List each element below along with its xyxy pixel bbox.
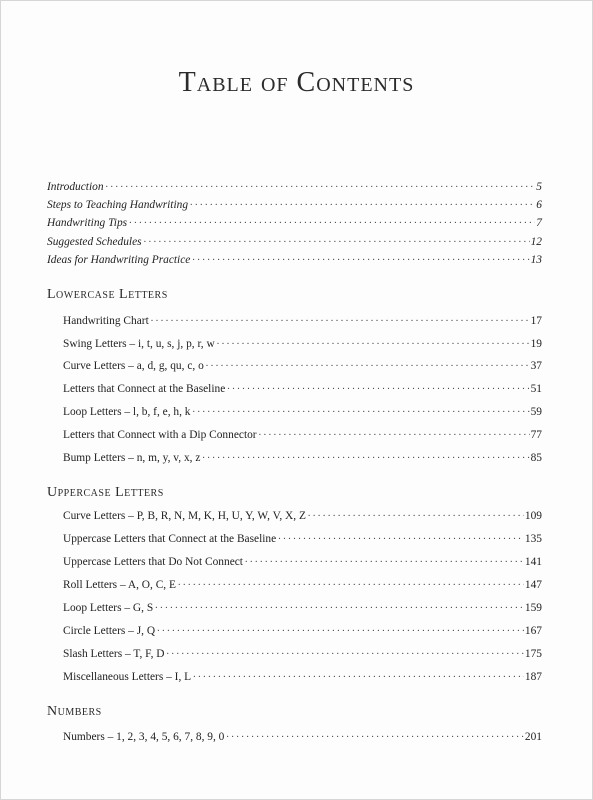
- toc-entry-page: 159: [524, 602, 542, 614]
- toc-entry-page: 13: [530, 254, 542, 266]
- toc-entry: [63, 645, 542, 661]
- toc-entry-page: 147: [524, 579, 542, 591]
- toc-entry-label: Introduction: [47, 181, 104, 193]
- dot-leader: [155, 599, 524, 613]
- toc-entry: [63, 403, 542, 419]
- toc-entry-label: Numbers – 1, 2, 3, 4, 5, 6, 7, 8, 9, 0: [63, 731, 225, 743]
- toc-entry-introduction: [47, 178, 542, 194]
- toc-entry-page: 85: [530, 452, 542, 464]
- toc-entry-label: Curve Letters – a, d, g, qu, c, o: [63, 360, 204, 372]
- dot-leader: [278, 530, 524, 544]
- toc-entry: [63, 530, 542, 546]
- toc-entry-page: 12: [530, 236, 542, 248]
- toc-entry-label: Steps to Teaching Handwriting: [47, 199, 189, 211]
- toc-entry: [63, 599, 542, 615]
- toc-entry-page: 175: [524, 648, 542, 660]
- toc-entry-page: 135: [524, 533, 542, 545]
- toc-entry: [63, 507, 542, 523]
- dot-leader: [151, 312, 530, 326]
- dot-leader: [157, 622, 524, 636]
- dot-leader: [226, 728, 524, 742]
- toc-entry-page: 187: [524, 671, 542, 683]
- dot-leader: [206, 357, 530, 371]
- toc-entry-label: Letters that Connect at the Baseline: [63, 383, 226, 395]
- dot-leader: [259, 426, 530, 440]
- toc-entry-page: 7: [536, 217, 542, 229]
- toc-entry-label: Bump Letters – n, m, y, v, x, z: [63, 452, 201, 464]
- dot-leader: [245, 553, 524, 567]
- toc-entry-label: Letters that Connect with a Dip Connector: [63, 429, 257, 441]
- toc-entry-page: 17: [530, 315, 542, 327]
- toc-entry-page: 59: [530, 406, 542, 418]
- toc-entry-steps: [47, 196, 542, 212]
- dot-leader: [227, 380, 529, 394]
- dot-leader: [217, 335, 530, 349]
- toc-entry-page: 201: [524, 731, 542, 743]
- dot-leader: [106, 178, 536, 192]
- dot-leader: [308, 507, 524, 521]
- toc-entry-page: 37: [530, 360, 542, 372]
- dot-leader: [190, 196, 535, 210]
- toc-entry-page: 19: [530, 338, 542, 350]
- toc-entry-label: Circle Letters – J, Q: [63, 625, 156, 637]
- toc-entry: [63, 728, 542, 744]
- section-heading-uppercase: Uppercase Letters: [47, 485, 164, 500]
- toc-entry-page: 6: [536, 199, 542, 211]
- dot-leader: [129, 214, 535, 228]
- toc-entry-label: Uppercase Letters that Do Not Connect: [63, 556, 243, 568]
- toc-entry-schedules: [47, 233, 542, 249]
- dot-leader: [144, 233, 530, 247]
- page-title: Table of Contents: [178, 67, 415, 98]
- toc-entry-page: 167: [524, 625, 542, 637]
- dot-leader: [202, 449, 529, 463]
- dot-leader: [167, 645, 524, 659]
- toc-entry: [63, 622, 542, 638]
- toc-entry-label: Suggested Schedules: [47, 236, 142, 248]
- toc-entry-label: Slash Letters – T, F, D: [63, 648, 165, 660]
- dot-leader: [193, 668, 524, 682]
- toc-entry-label: Ideas for Handwriting Practice: [47, 254, 191, 266]
- toc-entry-label: Handwriting Chart: [63, 315, 149, 327]
- toc-entry-page: 51: [530, 383, 542, 395]
- toc-entry-label: Curve Letters – P, B, R, N, M, K, H, U, Y, W, V, X, Z: [63, 510, 306, 522]
- toc-entry-label: Handwriting Tips: [47, 217, 128, 229]
- toc-entry: [63, 312, 542, 328]
- toc-entry-label: Uppercase Letters that Connect at the Baseline: [63, 533, 277, 545]
- toc-entry: [63, 576, 542, 592]
- toc-entry-label: Loop Letters – G, S: [63, 602, 154, 614]
- section-heading-lowercase: Lowercase Letters: [47, 287, 168, 302]
- toc-entry: [63, 335, 542, 351]
- toc-entry-page: 5: [536, 181, 542, 193]
- toc-entry-page: 77: [530, 429, 542, 441]
- toc-entry: [63, 553, 542, 569]
- toc-entry-label: Miscellaneous Letters – I, L: [63, 671, 192, 683]
- section-heading-numbers: Numbers: [47, 704, 102, 719]
- toc-entry: [63, 357, 542, 373]
- toc-entry: [63, 426, 542, 442]
- dot-leader: [192, 403, 529, 417]
- dot-leader: [192, 251, 529, 265]
- toc-entry: [63, 380, 542, 396]
- toc-entry-tips: [47, 214, 542, 230]
- toc-entry: [63, 668, 542, 684]
- toc-entry: [63, 449, 542, 465]
- toc-entry-page: 141: [524, 556, 542, 568]
- toc-entry-ideas: [47, 251, 542, 267]
- dot-leader: [178, 576, 524, 590]
- toc-entry-label: Swing Letters – i, t, u, s, j, p, r, w: [63, 338, 215, 350]
- toc-entry-label: Roll Letters – A, O, C, E: [63, 579, 176, 591]
- toc-entry-page: 109: [524, 510, 542, 522]
- toc-entry-label: Loop Letters – l, b, f, e, h, k: [63, 406, 191, 418]
